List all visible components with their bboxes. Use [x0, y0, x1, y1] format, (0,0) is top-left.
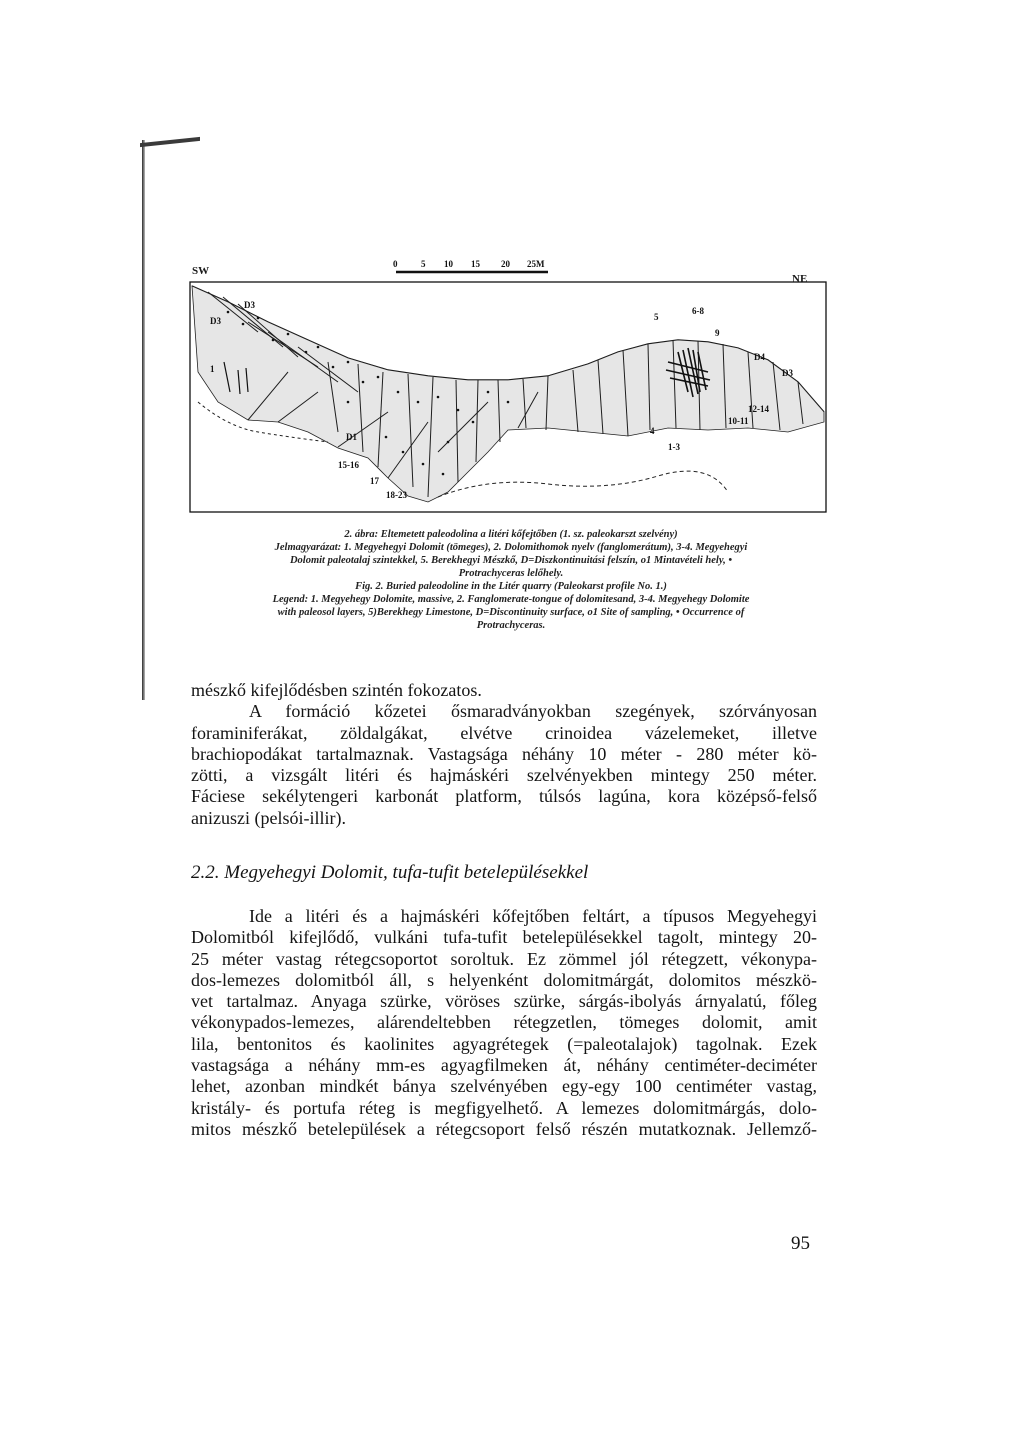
scale-label-25m: 25M: [527, 259, 545, 269]
scale-label-20: 20: [501, 259, 510, 269]
text-line: lila, bentonitos és kaolinites agyagrétegek (=paleotalajok) tagolnak. Ezek: [191, 1033, 817, 1054]
text-line: Fáciese sekélytengeri karbonát platform, túlsós lagúna, kora középső-felső: [191, 786, 817, 807]
figure-caption: [198, 528, 824, 632]
paragraph-formation-description: [191, 680, 817, 829]
direction-ne-label: NE: [792, 273, 808, 285]
text-line: foraminiferákat, zöldalgákat, elvétve crinoidea vázelemeket, illetve: [191, 722, 817, 743]
label-d1: D1: [346, 432, 357, 442]
label-d3-top: D3: [244, 300, 255, 310]
caption-line-5: Fig. 2. Buried paleodoline in the Litér quarry (Paleokarst profile No. 1.): [355, 581, 667, 592]
caption-line-4: Protrachyceras lelőhely.: [458, 568, 564, 579]
label-5: 5: [654, 312, 659, 322]
caption-line-1: 2. ábra: Eltemetett paleodolina a litéri kőfejtőben (1. sz. paleokarszt szelvény): [344, 529, 678, 540]
label-1-3: 1-3: [668, 442, 680, 452]
label-4: 4: [650, 426, 655, 436]
paragraph-megyehegyi-dolomit: [191, 906, 817, 1140]
text-line: anizuszi (pelsói-illir).: [191, 807, 346, 828]
section-heading: 2.2. Megyehegyi Dolomit, tufa-tufit betelepülésekkel: [191, 862, 589, 883]
text-line: A formáció kőzetei ősmaradványokban szegények, szórványosan: [249, 701, 817, 722]
direction-sw-label: SW: [192, 265, 210, 277]
page-number: 95: [791, 1233, 810, 1254]
text-line: mészkő kifejlődésben szintén fokozatos.: [191, 680, 482, 700]
dolomite-body: [192, 286, 824, 502]
label-d4-right: D4: [754, 352, 765, 362]
text-line: vet tartalmaz. Anyaga szürke, vöröses szürke, sárgás-ibolyás árnyalatú, főleg: [191, 991, 817, 1012]
scan-page-edge: [142, 140, 145, 700]
caption-line-7: with paleosol layers, 5)Berekhegy Limestone, D=Discontinuity surface, o1 Site of sampling, • Occurrence of: [277, 607, 745, 618]
label-9: 9: [715, 328, 720, 338]
paleodoline-cross-section-figure: [188, 252, 828, 524]
text-line: kristály- és portufa réteg is megfigyelhető. A lemezes dolomitmárgás, dolo-: [191, 1097, 817, 1118]
label-1: 1: [210, 364, 215, 374]
label-15-16: 15-16: [338, 460, 359, 470]
label-10-11: 10-11: [728, 416, 749, 426]
caption-line-8: Protrachyceras.: [476, 620, 546, 631]
scale-label-15: 15: [471, 259, 480, 269]
scale-label-10: 10: [444, 259, 453, 269]
text-line: lehet, azonban mindkét bánya szelvényében egy-egy 100 centiméter vastag,: [191, 1076, 817, 1097]
caption-line-2: Jelmagyarázat: 1. Megyehegyi Dolomit (tömeges), 2. Dolomithomok nyelv (fanglomerátum), 3-4. Megyehegyi: [274, 542, 748, 553]
text-line: 25 méter vastag rétegcsoportot soroltuk. Ez zömmel jól rétegzett, vékonypa-: [191, 948, 817, 969]
label-18-23: 18-23: [386, 490, 407, 500]
text-line: Dolomitból kifejlődő, vulkáni tufa-tufit betelepülésekkel tagolt, mintegy 20-: [191, 927, 817, 948]
text-line: vékonypados-lemezes, alárendeltebben rétegzetlen, tömeges dolomit, amit: [191, 1012, 817, 1033]
text-line: Ide a litéri és a hajmáskéri kőfejtőben feltárt, a típusos Megyehegyi: [249, 906, 817, 926]
scale-label-5: 5: [421, 259, 426, 269]
text-line: zötti, a vizsgált litéri és hajmáskéri szelvényekben mintegy 250 méter.: [191, 765, 817, 786]
scan-corner-mark: [140, 137, 200, 147]
label-6-8: 6-8: [692, 306, 704, 316]
text-line: dos-lemezes dolomitból áll, s helyenként dolomitmárgát, dolomitos mészkö-: [191, 969, 817, 990]
label-d3-left: D3: [210, 316, 221, 326]
label-17: 17: [370, 476, 379, 486]
caption-line-6: Legend: 1. Megyehegy Dolomite, massive, 2. Fanglomerate-tongue of dolomitesand, 3-4. Megyehegy Dolomite: [272, 594, 750, 605]
caption-line-3: Dolomit paleotalaj szintekkel, 5. Berekhegyi Mészkő, D=Diszkontinuitási felszín, o1 Mintavételi hely, •: [289, 555, 733, 566]
scale-label-0: 0: [393, 259, 398, 269]
text-line: mitos mészkő betelepülések a rétegcsoport felső részén mutatkoznak. Jellemző-: [191, 1118, 817, 1139]
discontinuity-line-bottom: [438, 471, 728, 497]
text-line: vastagsága a néhány mm-es agyagfilmeken át, néhány centiméter-deciméter: [191, 1055, 817, 1076]
label-12-14: 12-14: [748, 404, 769, 414]
label-d3-right: D3: [782, 368, 793, 378]
scale-bar: [393, 259, 548, 272]
text-line: brachiopodákat tartalmaznak. Vastagsága néhány 10 méter - 280 méter kö-: [191, 743, 817, 764]
